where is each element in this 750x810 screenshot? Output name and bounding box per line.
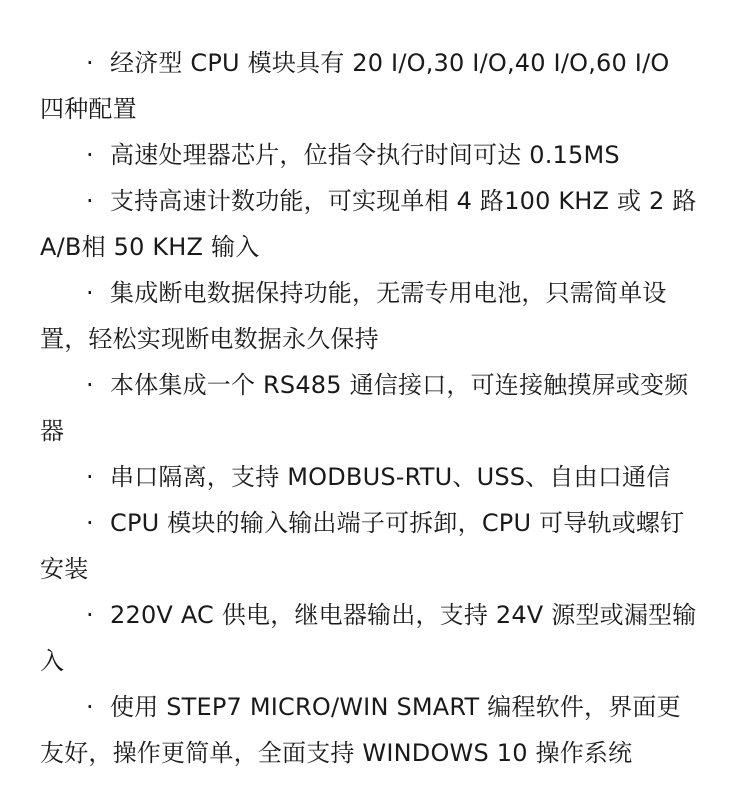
feature-text: 使用 STEP7 MICRO/WIN SMART 编程软件，界面更友好，操作更简单，全面支持 WINDOWS 10 操作系统 — [40, 693, 681, 767]
bullet-icon: · — [86, 49, 94, 77]
feature-text: 经济型 CPU 模块具有 20 I/O,30 I/O,40 I/O,60 I/O 四种配置 — [40, 49, 670, 123]
bullet-icon: · — [86, 509, 94, 537]
feature-item — [40, 40, 700, 132]
feature-text: 集成断电数据保持功能，无需专用电池，只需简单设置，轻松实现断电数据永久保持 — [40, 279, 667, 353]
bullet-icon: · — [86, 141, 94, 169]
feature-text: 串口隔离，支持 MODBUS-RTU、USS、自由口通信 — [110, 463, 671, 491]
feature-text: 220V AC 供电，继电器输出，支持 24V 源型或漏型输入 — [40, 601, 697, 675]
feature-item — [40, 592, 700, 684]
bullet-icon: · — [86, 693, 94, 721]
feature-item — [40, 362, 700, 454]
bullet-icon: · — [86, 279, 94, 307]
bullet-icon: · — [86, 187, 94, 215]
feature-item — [40, 178, 700, 270]
feature-item — [40, 454, 700, 500]
feature-text: 支持高速计数功能，可实现单相 4 路100 KHZ 或 2 路 A/B相 50 KHZ 输入 — [40, 187, 697, 261]
feature-text: 高速处理器芯片，位指令执行时间可达 0.15MS — [110, 141, 620, 169]
feature-item — [40, 132, 700, 178]
bullet-icon: · — [86, 463, 94, 491]
feature-item — [40, 500, 700, 592]
feature-text: CPU 模块的输入输出端子可拆卸，CPU 可导轨或螺钉安装 — [40, 509, 685, 583]
feature-list — [40, 40, 700, 776]
bullet-icon: · — [86, 601, 94, 629]
feature-text: 本体集成一个 RS485 通信接口，可连接触摸屏或变频器 — [40, 371, 689, 445]
feature-item — [40, 684, 700, 776]
feature-item — [40, 270, 700, 362]
bullet-icon: · — [86, 371, 94, 399]
